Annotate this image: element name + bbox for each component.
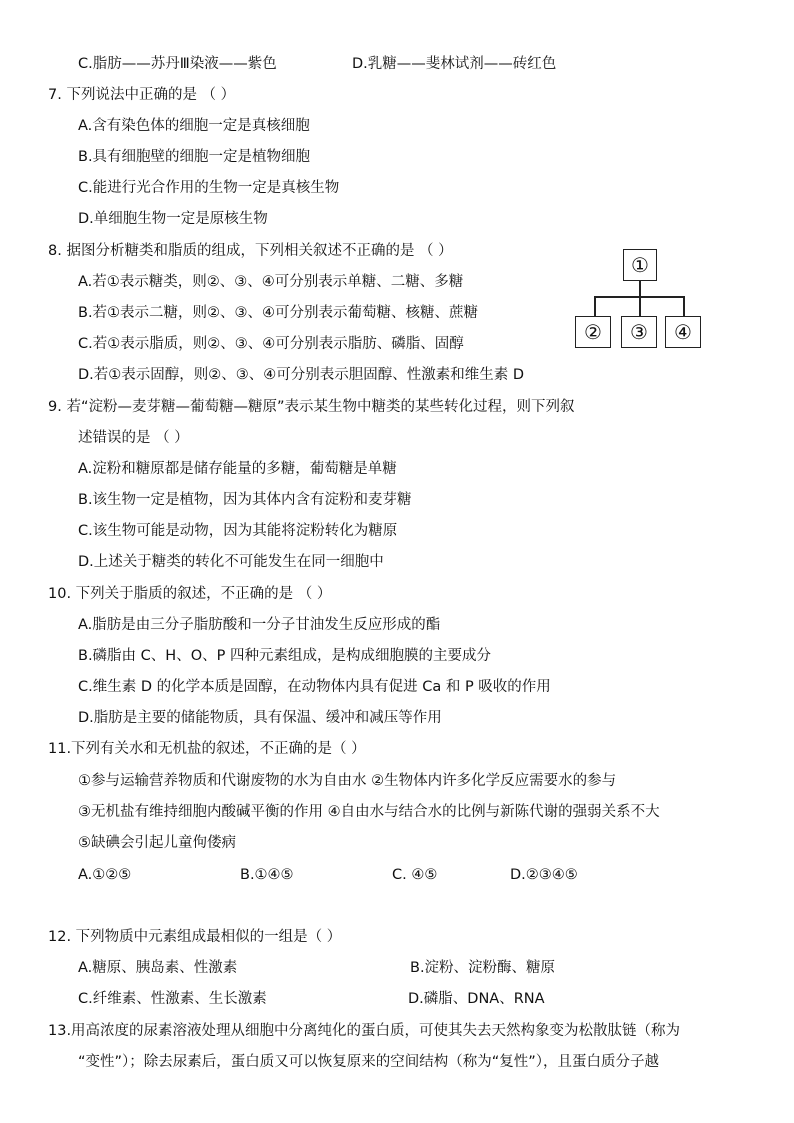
- q6-option-c: C.脂肪——苏丹Ⅲ染液——紫色: [78, 56, 277, 72]
- q8-stem: 8. 据图分析糖类和脂质的组成，下列相关叙述不正确的是 （ ）: [48, 243, 453, 259]
- diagram-node-top: ①: [623, 249, 657, 281]
- q7-option-c: C.能进行光合作用的生物一定是真核生物: [78, 180, 340, 196]
- q9-option-a: A.淀粉和糖原都是储存能量的多糖，葡萄糖是单糖: [78, 461, 397, 477]
- q8-option-b: B.若①表示二糖，则②、③、④可分别表示葡萄糖、核糖、蔗糖: [78, 305, 479, 321]
- q8-option-a: A.若①表示糖类，则②、③、④可分别表示单糖、二糖、多糖: [78, 274, 464, 290]
- q9-stem-line1: 9. 若“淀粉—麦芽糖—葡萄糖—糖原”表示某生物中糖类的某些转化过程，则下列叙: [48, 399, 575, 415]
- q11-option-b: B.①④⑤: [240, 867, 294, 883]
- diagram-connector: [639, 281, 641, 296]
- diagram-connector: [639, 296, 641, 316]
- q13-stem-line1: 13.用高浓度的尿素溶液处理从细胞中分离纯化的蛋白质，可使其失去天然构象变为松散肽链（称为: [48, 1023, 681, 1039]
- q11-item-line2: ③无机盐有维持细胞内酸碱平衡的作用 ④自由水与结合水的比例与新陈代谢的强弱关系不大: [78, 804, 660, 820]
- q10-option-c: C.维生素 D 的化学本质是固醇，在动物体内具有促进 Ca 和 P 吸收的作用: [78, 679, 551, 695]
- q12-option-b: B.淀粉、淀粉酶、糖原: [410, 960, 556, 976]
- q9-stem-line2: 述错误的是 （ ）: [78, 430, 189, 446]
- q11-option-d: D.②③④⑤: [510, 867, 578, 883]
- q10-stem: 10. 下列关于脂质的叙述，不正确的是 （ ）: [48, 586, 332, 602]
- diagram-node-child-1: ②: [575, 316, 611, 348]
- diagram-node-child-2: ③: [621, 316, 657, 348]
- q8-option-c: C.若①表示脂质，则②、③、④可分别表示脂肪、磷脂、固醇: [78, 336, 464, 352]
- q11-stem: 11.下列有关水和无机盐的叙述，不正确的是（ ）: [48, 741, 366, 757]
- q11-option-c: C. ④⑤: [392, 867, 438, 883]
- q7-stem: 7. 下列说法中正确的是 （ ）: [48, 87, 236, 103]
- q9-option-d: D.上述关于糖类的转化不可能发生在同一细胞中: [78, 554, 384, 570]
- q12-stem: 12. 下列物质中元素组成最相似的一组是（ ）: [48, 929, 342, 945]
- diagram-connector: [683, 296, 685, 316]
- q12-option-d: D.磷脂、DNA、RNA: [408, 991, 545, 1007]
- q11-item-line1: ①参与运输营养物质和代谢废物的水为自由水 ②生物体内许多化学反应需要水的参与: [78, 773, 617, 789]
- q8-option-d: D.若①表示固醇，则②、③、④可分别表示胆固醇、性激素和维生素 D: [78, 367, 525, 383]
- q11-option-a: A.①②⑤: [78, 867, 132, 883]
- q10-option-b: B.磷脂由 C、H、O、P 四种元素组成，是构成细胞膜的主要成分: [78, 648, 491, 664]
- q9-option-c: C.该生物可能是动物，因为其能将淀粉转化为糖原: [78, 523, 398, 539]
- q13-stem-line2: “变性”）；除去尿素后，蛋白质又可以恢复原来的空间结构（称为“复性”），且蛋白质分子越: [78, 1054, 660, 1070]
- q7-option-d: D.单细胞生物一定是原核生物: [78, 211, 268, 227]
- q10-option-a: A.脂肪是由三分子脂肪酸和一分子甘油发生反应形成的酯: [78, 617, 441, 633]
- q11-item-line3: ⑤缺碘会引起儿童佝偻病: [78, 835, 236, 851]
- q10-option-d: D.脂肪是主要的储能物质，具有保温、缓冲和减压等作用: [78, 710, 442, 726]
- diagram-connector: [594, 296, 596, 316]
- diagram-node-child-3: ④: [665, 316, 701, 348]
- q9-option-b: B.该生物一定是植物，因为其体内含有淀粉和麦芽糖: [78, 492, 412, 508]
- q6-option-d: D.乳糖——斐林试剂——砖红色: [352, 56, 557, 72]
- q7-option-b: B.具有细胞壁的细胞一定是植物细胞: [78, 149, 311, 165]
- q12-option-a: A.糖原、胰岛素、性激素: [78, 960, 238, 976]
- q12-option-c: C.纤维素、性激素、生长激素: [78, 991, 267, 1007]
- q7-option-a: A.含有染色体的细胞一定是真核细胞: [78, 118, 310, 134]
